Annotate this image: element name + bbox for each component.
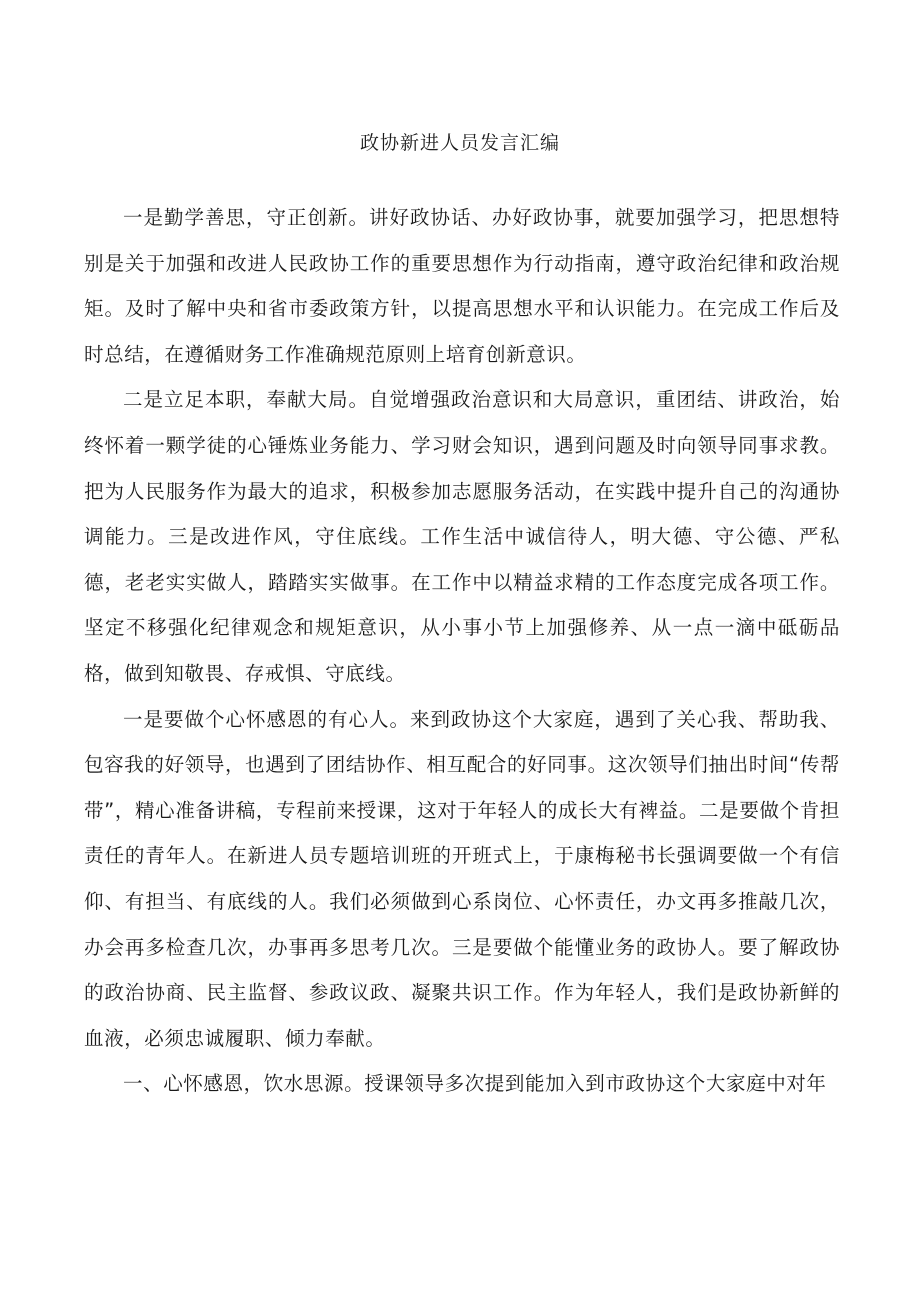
paragraph: 二是立足本职，奉献大局。自觉增强政治意识和大局意识，重团结、讲政治，始终怀着一颗学徒的心锤炼业务能力、学习财会知识，遇到问题及时向领导同事求教。把为人民服务作为最大的追求，积极参加志愿服务活动，在实践中提升自己的沟通协调能力。三是改进作风，守住底线。工作生活中诚信待人，明大德、守公德、严私德，老老实实做人，踏踏实实做事。在工作中以精益求精的工作态度完成各项工作。坚定不移强化纪律观念和规矩意识，从小事小节上加强修养、从一点一滴中砥砺品格，做到知敬畏、存戒惧、守底线。 xyxy=(84,388,840,685)
document-title: 政协新进人员发言汇编 xyxy=(359,132,560,154)
paragraph: 一是要做个心怀感恩的有心人。来到政协这个大家庭，遇到了关心我、帮助我、包容我的好领导，也遇到了团结协作、相互配合的好同事。这次领导们抽出时间“传帮带”，精心准备讲稿，专程前来授课，这对于年轻人的成长大有裨益。二是要做个肯担责任的青年人。在新进人员专题培训班的开班式上，于康梅秘书长强调要做一个有信仰、有担当、有底线的人。我们必须做到心系岗位、心怀责任，办文再多推敲几次，办会再多检查几次，办事再多思考几次。三是要做个能懂业务的政协人。要了解政协的政治协商、民主监督、参政议政、凝聚共识工作。作为年轻人，我们是政协新鲜的血液，必须忠诚履职、倾力奉献。 xyxy=(84,707,840,1050)
paragraph: 一、心怀感恩，饮水思源。授课领导多次提到能加入到市政协这个大家庭中对年 xyxy=(123,1072,827,1096)
paragraph: 一是勤学善思，守正创新。讲好政协话、办好政协事，就要加强学习，把思想特别是关于加强和改进人民政协工作的重要思想作为行动指南，遵守政治纪律和政治规矩。及时了解中央和省市委政策方针，以提高思想水平和认识能力。在完成工作后及时总结，在遵循财务工作准确规范原则上培育创新意识。 xyxy=(84,206,840,366)
document-body xyxy=(84,195,840,1107)
